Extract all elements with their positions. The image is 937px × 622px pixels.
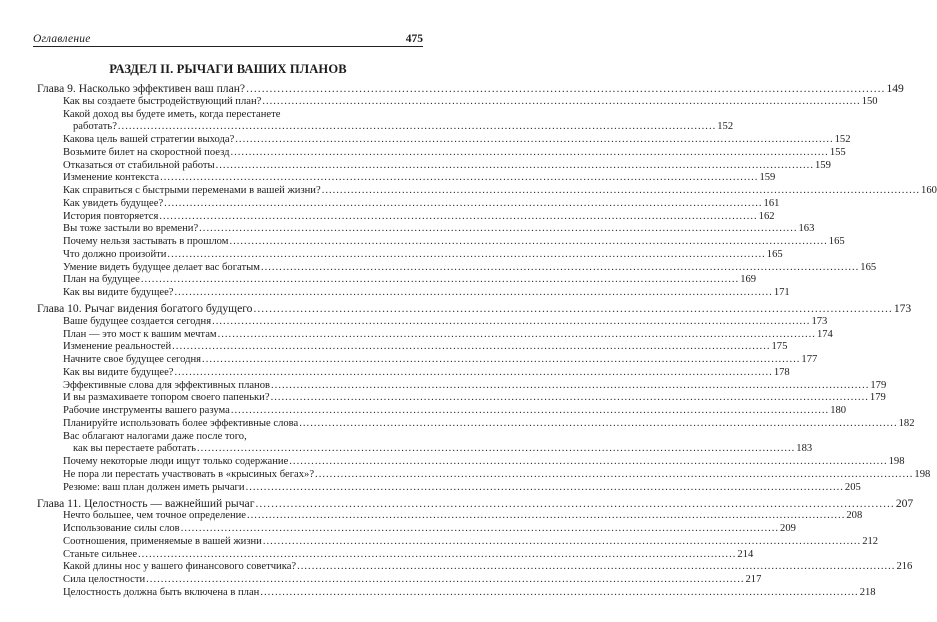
toc-entry [37,134,851,147]
toc-entry [37,574,762,587]
toc-chapter [37,82,904,96]
toc-entry-title: Какой доход вы будете иметь, когда перестанете [63,108,281,120]
dot-leader [255,498,894,511]
dot-leader [253,303,892,316]
toc-entry-title: Что должно произойти [63,248,167,260]
dot-leader [322,185,920,198]
dot-leader [172,341,770,354]
toc-entry-title: Использование силы слов [63,523,180,535]
toc-page-number: 217 [745,574,762,586]
toc-entry-title: Рабочие инструменты вашего разума [63,405,230,417]
dot-leader [299,418,897,431]
dot-leader [216,160,814,173]
toc-entry-title: Резюме: ваш план должен иметь рычаги [63,481,245,493]
dot-leader [260,587,858,600]
toc-entry [37,392,886,405]
toc-entry [37,379,887,393]
toc-entry-title: Глава 10. Рычаг видения богатого будущего [37,302,253,316]
dot-leader [262,96,860,109]
dot-leader [297,561,895,574]
dot-leader [181,523,779,536]
toc-entry-title: План на будущее [63,274,140,286]
dot-leader [229,236,827,249]
toc-entry [37,366,790,380]
toc-entry-title: Сила целостности [63,574,146,586]
toc-entry-title: Не пора ли перестать участвовать в «крысиных бегах»? [63,468,315,480]
dot-leader [271,380,869,393]
toc-page-number: 174 [816,328,833,340]
header-rule [33,46,423,47]
toc-page-number: 173 [811,315,828,327]
dot-leader [138,549,736,562]
toc-entry-title: Целостность должна быть включена в план [63,586,260,598]
dot-leader [235,134,833,147]
toc-page-number: 160 [921,185,937,197]
toc-entry-title: Изменение контекста [63,172,160,184]
toc-entry-title: Возьмите билет на скоростной поезд [63,146,230,158]
toc-entry-title: Вас облагают налогами даже после того, [63,430,247,442]
toc-entry [37,197,780,211]
dot-leader [159,211,757,224]
dot-leader [246,482,844,495]
toc-entry-title: Изменение реальностей [63,341,172,353]
running-head [33,27,423,45]
toc-page-number: 155 [829,146,846,158]
dot-leader [218,329,816,342]
toc-entry-title: Как вы видите будущее? [63,287,174,299]
toc-page-number: 179 [869,392,886,404]
toc-entry-title: Нечто большее, чем точное определение [63,510,246,522]
toc-entry [37,95,878,109]
toc-entry-continuation [37,443,813,456]
toc-entry [37,210,775,224]
toc-entry-title: Эффективные слова для эффективных планов [63,379,271,391]
toc-page-number: 214 [737,548,754,560]
toc-page-number: 180 [830,405,847,417]
toc-page-number: 149 [886,82,904,95]
toc-page-number: 152 [834,134,851,146]
dot-leader [289,456,887,469]
page-number: 475 [405,33,423,45]
dot-leader [271,392,869,405]
toc-chapter [37,302,912,316]
dot-leader [160,172,758,185]
toc-page-number: 163 [798,223,815,235]
toc-entry [37,146,846,160]
toc-entry [37,456,905,469]
toc-entry [37,354,818,367]
toc-page-number: 205 [844,481,861,493]
dot-leader [230,147,828,160]
toc-entry [37,274,757,287]
toc-entry-title: Какова цель вашей стратегии выхода? [63,134,235,146]
toc-page-number: 177 [801,354,818,366]
toc-entry [37,185,937,198]
toc-entry-title: Глава 11. Целостность — важнейший рычаг [37,496,255,510]
toc-page-number: 173 [893,302,912,316]
dot-leader [231,405,829,418]
toc-page-number: 182 [898,417,915,429]
toc-entry [37,261,877,275]
toc-entry-title: Глава 9. Насколько эффективен ваш план? [37,82,246,95]
toc-page-number: 175 [771,341,788,353]
toc-page-number: 159 [759,172,776,184]
dot-leader [164,198,762,211]
toc-entry-title: Как увидеть будущее? [63,197,164,209]
dot-leader [167,249,765,262]
toc-page-number: 152 [717,121,734,133]
dot-leader [212,316,810,329]
toc-entry [37,172,776,185]
dot-leader [247,510,845,523]
toc-entry-title: Соотношения, применяемые в вашей жизни [63,535,262,547]
toc-entry [37,417,915,431]
toc-entry-title: Как вы видите будущее? [63,366,174,378]
dot-leader [246,83,885,96]
toc-entry [37,109,422,122]
toc-entry [37,510,863,523]
dot-leader [197,443,795,456]
toc-entry [37,523,796,536]
toc-entry [37,561,913,574]
toc-entry-continuation [37,121,734,134]
toc-entry-title: Как вы создаете быстродействующий план? [63,95,262,107]
toc-entry [37,341,788,354]
dot-leader [315,469,913,482]
dot-leader [174,367,772,380]
dot-leader [146,574,744,587]
dot-leader [202,354,800,367]
toc-entry [37,236,845,249]
toc-entry-title: Начните свое будущее сегодня [63,354,202,366]
toc-entry [37,315,828,329]
toc-page-number: 208 [846,510,863,522]
toc-page-number: 179 [870,379,887,391]
toc-page-number: 198 [888,456,905,468]
dot-leader [261,262,859,275]
toc-page-number: 198 [914,468,931,480]
toc-page-number: 169 [740,274,757,286]
toc-entry-title: Отказаться от стабильной работы [63,159,215,171]
toc-page-number: 150 [861,95,878,107]
toc-entry-title: Планируйте использовать более эффективные слова [63,417,299,429]
dot-leader [263,536,861,549]
table-of-contents [37,82,937,600]
toc-page-number: 209 [780,523,796,535]
toc-entry-title: как вы перестаете работать [73,443,196,455]
dot-leader [199,223,797,236]
toc-page-number: 161 [763,197,780,209]
toc-entry [37,431,422,444]
section-title: РАЗДЕЛ II. РЫЧАГИ ВАШИХ ПЛАНОВ [109,62,347,76]
toc-entry [37,405,847,418]
toc-entry-title: И вы размахиваете топором своего папеньки? [63,392,270,404]
toc-entry [37,248,783,262]
toc-page-number: 183 [796,443,813,455]
dot-leader [118,121,716,134]
toc-entry-title: Умение видеть будущее делает вас богатым [63,261,260,273]
toc-page-number: 165 [766,248,783,260]
toc-page-number: 165 [860,261,877,273]
toc-entry-title: Ваше будущее создается сегодня [63,315,212,327]
toc-entry-title: Как справиться с быстрыми переменами в вашей жизни? [63,185,321,197]
toc-entry [37,159,831,173]
toc-entry [37,535,879,549]
toc-entry-title: Какой длины нос у вашего финансового советчика? [63,561,297,573]
toc-entry [37,287,790,300]
toc-page-number: 212 [862,535,879,547]
toc-page-number: 207 [895,496,914,510]
toc-entry [37,548,754,562]
toc-entry [37,586,876,600]
running-head-title: Оглавление [33,33,91,45]
toc-entry-title: работать? [73,121,117,133]
toc-entry-title: Почему некоторые люди ищут только содержание [63,456,289,468]
dot-leader [141,274,739,287]
toc-entry [37,223,815,236]
toc-page-number: 216 [896,561,913,573]
toc-entry-title: Почему нельзя застывать в прошлом [63,236,229,248]
toc-entry [37,481,861,495]
toc-entry-title: План — это мост к вашим мечтам [63,328,217,340]
toc-page-number: 178 [773,366,790,378]
toc-entry [37,468,931,482]
toc-page-number: 218 [859,586,876,598]
toc-entry [37,328,833,342]
toc-page-number: 165 [828,236,845,248]
toc-page-number: 159 [814,159,831,171]
toc-page-number: 162 [758,210,775,222]
toc-entry-title: Вы тоже застыли во времени? [63,223,199,235]
toc-entry-title: История повторяется [63,210,159,222]
toc-entry-title: Станьте сильнее [63,548,138,560]
toc-chapter [37,496,914,511]
toc-page-number: 171 [773,287,790,299]
dot-leader [174,287,772,300]
